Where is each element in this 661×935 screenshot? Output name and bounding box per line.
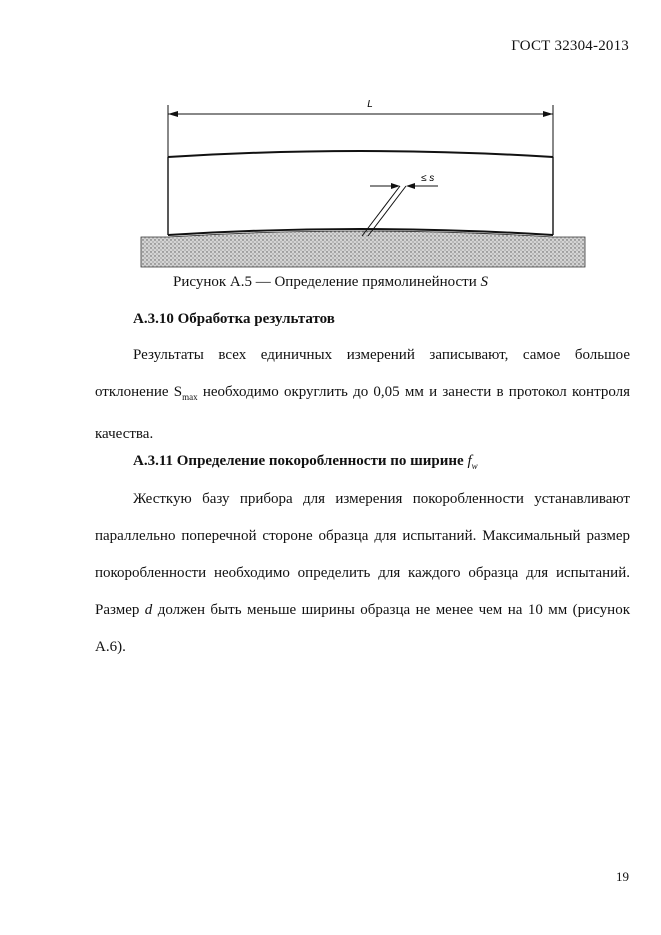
smax-symbol: $S_{max}$: [173, 384, 198, 402]
paragraph-a311: [95, 481, 630, 666]
figure-caption: [0, 274, 661, 291]
section-heading-a311-symbol: f: [467, 453, 472, 469]
section-heading-a310: А.3.10 Обработка результатов: [133, 311, 335, 327]
paragraph-a310-part2: необходимо округлить до 0,05 мм и занести в протокол контроля качества.: [95, 384, 631, 442]
paragraph-a311-part2: должен быть меньше ширины образца не менее чем на 10 мм (рисунок А.6).: [95, 602, 630, 655]
paragraph-a310: [95, 337, 630, 453]
dimension-label-gap: ≤ s: [421, 173, 435, 184]
page-number: 19: [616, 869, 629, 884]
gap-arrow-right-head: [406, 183, 415, 189]
straightness-diagram: [138, 95, 588, 273]
section-heading-a311-text: А.3.11 Определение покоробленности по ширине: [133, 453, 468, 469]
figure-a5-straightness: [138, 95, 588, 273]
specimen-top-edge: [168, 151, 553, 157]
paragraph-a311-part1: Жесткую базу прибора для измерения покоробленности устанавливают параллельно поперечной стороне образца для испытаний. Максимальный размер покоробленности необходимо определить для каждого образца для испытаний. Размер: [95, 491, 630, 618]
dimension-arrow-left: [168, 111, 178, 117]
figure-caption-symbol: S: [480, 274, 489, 290]
section-heading-a311-symbol-sub: w: [471, 461, 478, 471]
paragraph-a311-symbol: d: [144, 602, 153, 618]
document-header: ГОСТ 32304-2013: [511, 38, 629, 54]
dimension-arrow-right: [543, 111, 553, 117]
paragraph-a310-part1: Результаты всех единичных измерений записывают, самое большое отклонение: [95, 347, 630, 400]
smax-subscript: max: [182, 392, 198, 402]
dimension-label-length: L: [367, 99, 373, 110]
section-heading-a311: [133, 453, 478, 471]
figure-caption-text: Рисунок А.5 — Определение прямолинейности: [172, 274, 481, 290]
reference-base: [141, 231, 585, 267]
